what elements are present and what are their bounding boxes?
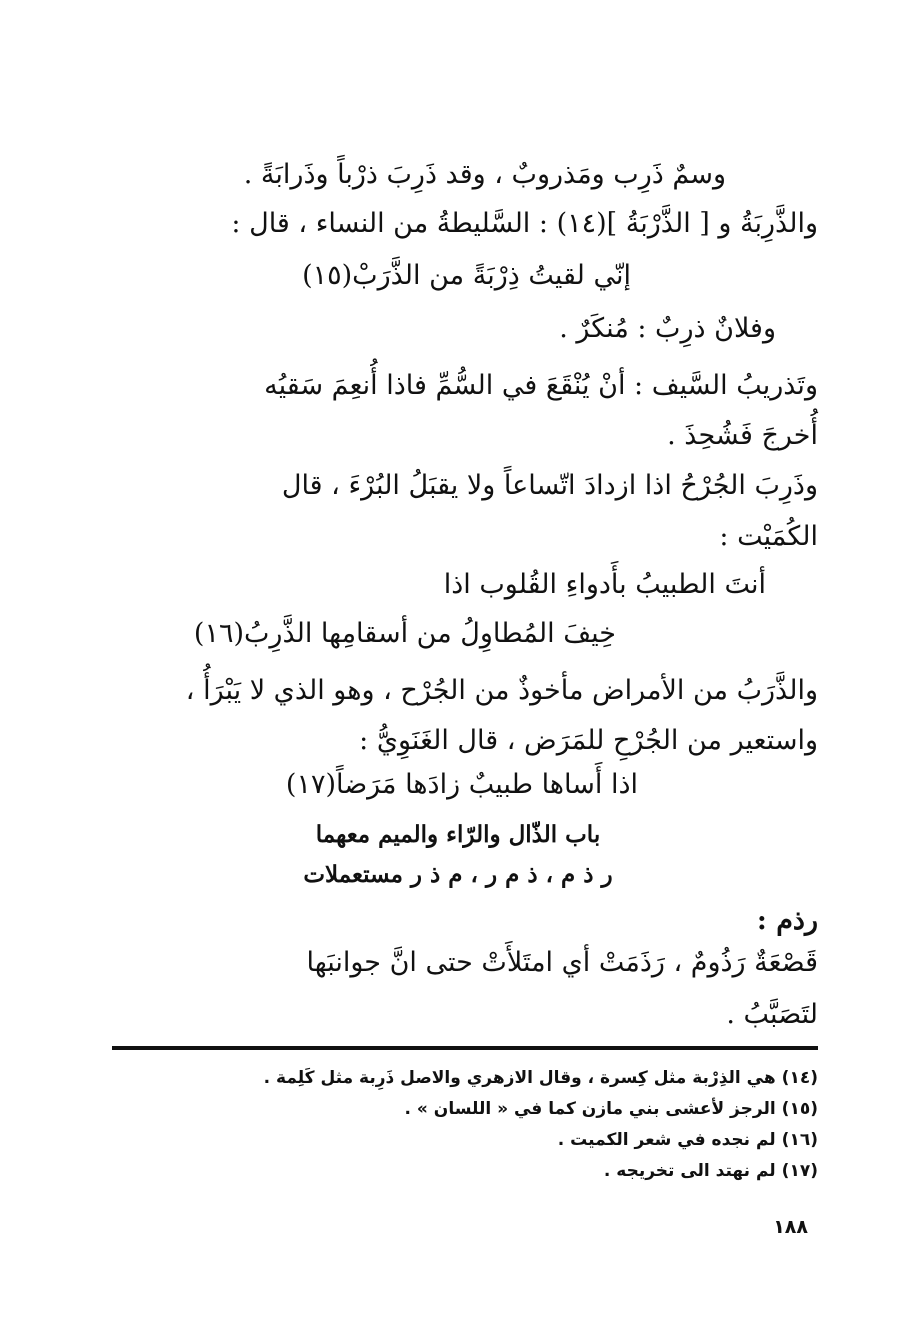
footnote-divider [112, 1046, 818, 1050]
verse-line: أنتَ الطبيبُ بأَدواءِ القُلوب اذا [443, 569, 766, 600]
text-line: وسمٌ ذَرِب ومَذروبٌ ، وقد ذَرِبَ ذرْباً وذَرابَةً . [243, 159, 726, 190]
text-line: وفلانٌ ذرِبٌ : مُنكَرٌ . [559, 313, 776, 344]
text-line: أُخرجَ فَشُحِذَ . [667, 420, 818, 451]
footnote-text: لم نهتد الى تخريجه . [603, 1161, 776, 1181]
section-subtitle: ر ذ م ، ذ م ر ، م ذ ر مستعملات [303, 861, 613, 888]
page-number: ١٨٨ [773, 1216, 808, 1238]
footnote [558, 1127, 818, 1153]
text-line: الكُمَيْت : [719, 521, 818, 552]
verse-line: خِيفَ المُطاوِلُ من أسقامِها الذَّرِبُ(١٦) [193, 618, 616, 649]
verse-line: إنّي لقيتُ ذِرْبَةً من الذَّرَبْ(١٥) [302, 260, 631, 291]
footnote-text: هي الذِرْبة مثل كِسرة ، وقال الازهري والاصل ذَرِبة مثل كَلِمة . [263, 1068, 776, 1088]
text-line: واستعير من الجُرْحِ للمَرَض ، قال الغَنَوِيُّ : [359, 725, 818, 756]
footnote-text: الرجز لأعشى بني مازن كما في « اللسان » . [404, 1099, 776, 1119]
footnote-number: (١٧) [781, 1161, 818, 1181]
footnote [264, 1065, 818, 1091]
entry-head: رذم : [756, 905, 818, 936]
section-title: باب الذّال والرّاء والميم معهما [315, 821, 601, 848]
footnote-number: (١٦) [781, 1130, 818, 1150]
footnote-text: لم نجده في شعر الكميت . [557, 1130, 776, 1150]
text-line: وذَرِبَ الجُرْحُ اذا ازدادَ اتّساعاً ولا يقبَلُ البُرْءَ ، قال [281, 470, 818, 501]
text-line: قَصْعَةٌ رَذُومٌ ، رَذَمَتْ أي امتَلأَتْ حتى انَّ جوانبَها [306, 947, 818, 978]
text-line: والذَّرَبُ من الأمراض مأخوذٌ من الجُرْح ، وهو الذي لا يَبْرَأُ ، [185, 675, 818, 706]
verse-line: اذا أَساها طبيبٌ زادَها مَرَضاً(١٧) [285, 769, 638, 800]
text-line: لتَصَبَّبُ . [726, 999, 818, 1030]
footnote [405, 1096, 818, 1122]
footnote-number: (١٥) [781, 1099, 818, 1119]
text-line: والذَّرِبَةُ و [ الذَّرْبَةُ ](١٤) : السَّليطةُ من النساء ، قال : [231, 208, 818, 239]
footnote [604, 1158, 818, 1184]
footnote-number: (١٤) [781, 1068, 818, 1088]
text-line: وتَذريبُ السَّيف : أنْ يُنْقَعَ في السُّمِّ فاذا أُنعِمَ سَقيُه [264, 370, 818, 401]
